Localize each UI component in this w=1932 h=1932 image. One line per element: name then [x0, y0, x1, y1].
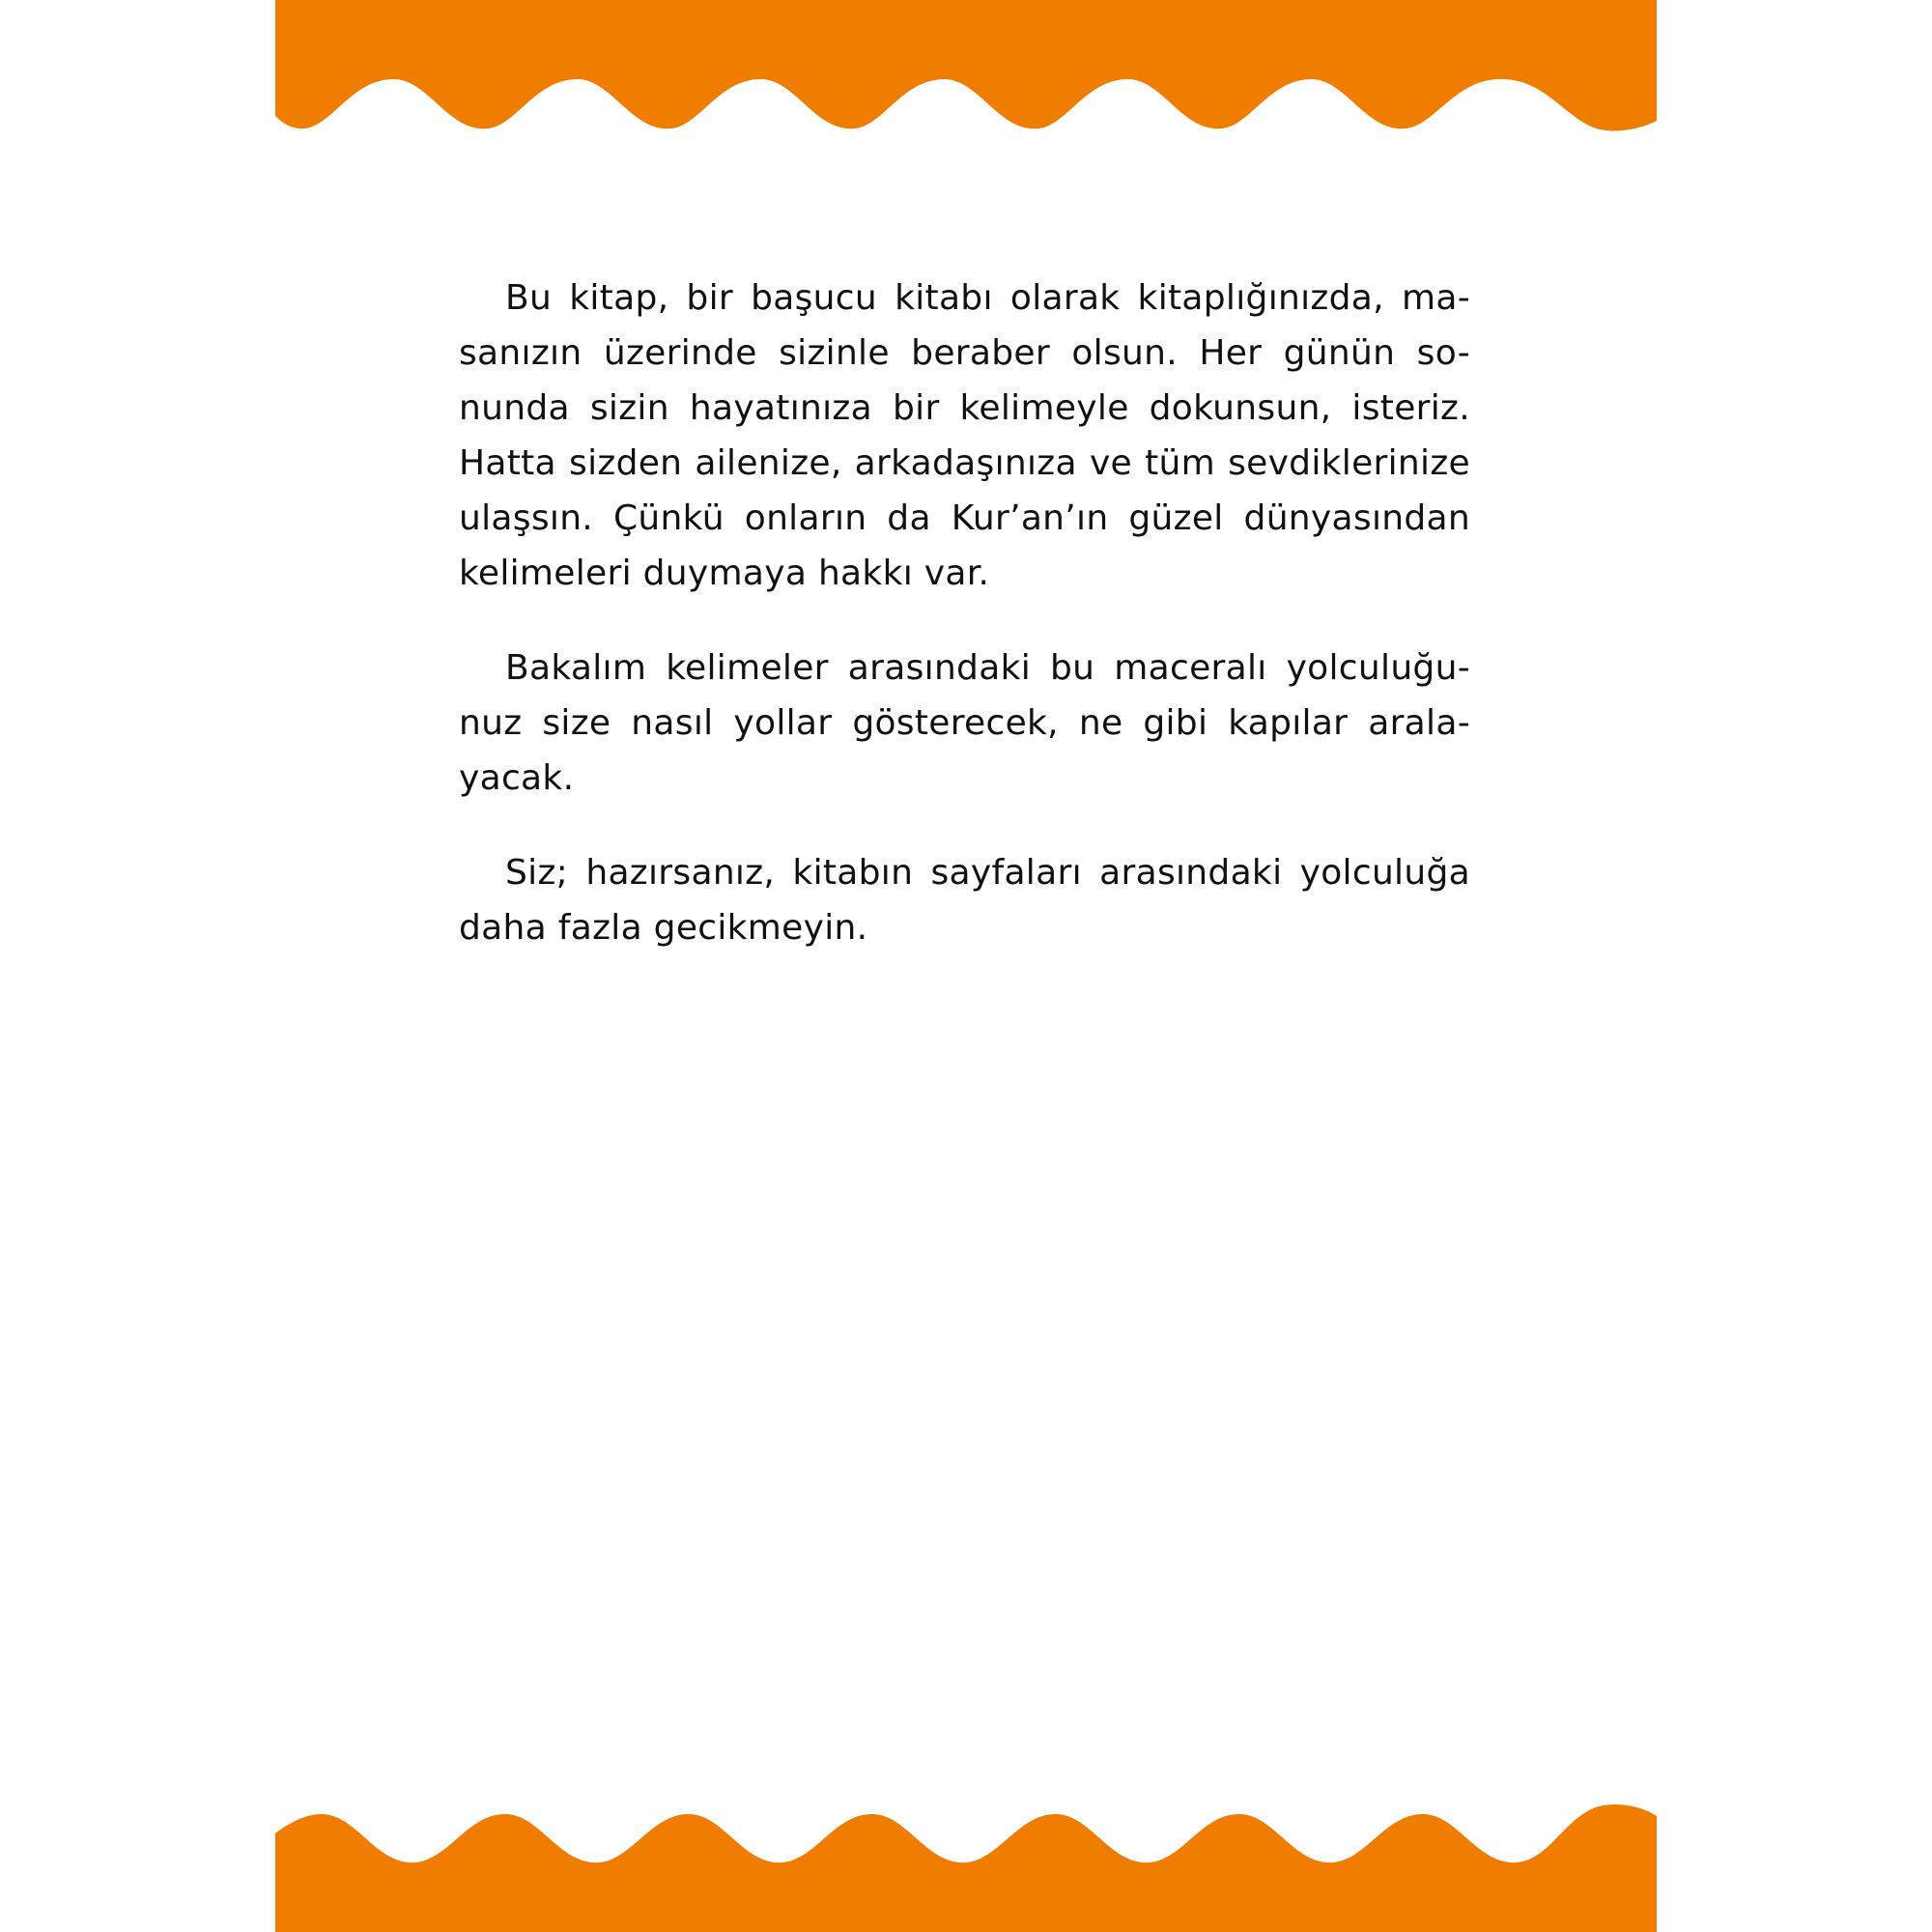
paragraph-2: [459, 640, 1470, 806]
bottom-wave-shape: [275, 1804, 1657, 1932]
body-text: [459, 270, 1470, 995]
paragraph-line: Bakalım kelimeler arasındaki bu maceralı yolculuğu-: [505, 648, 1470, 688]
paragraph-line: nuz size nasıl yollar gösterecek, ne gibi kapılar arala-: [459, 703, 1470, 743]
paragraph-line: Hatta sizden ailenize, arkadaşınıza ve tüm sevdiklerinize: [459, 443, 1470, 483]
top-wave-shape: [275, 0, 1657, 130]
paragraph-3: [459, 845, 1470, 955]
paragraph-line: ulaşsın. Çünkü onların da Kur’an’ın güzel dünyasından: [459, 498, 1470, 538]
paragraph-line: nunda sizin hayatınıza bir kelimeyle dokunsun, isteriz.: [459, 388, 1470, 428]
bottom-wave-border: [275, 1797, 1657, 1932]
paragraph-1: [459, 270, 1470, 601]
book-page: [275, 0, 1657, 1932]
top-wave-border: [275, 0, 1657, 135]
paragraph-line: Siz; hazırsanız, kitabın sayfaları arasındaki yolculuğa: [505, 853, 1470, 893]
paragraph-line: sanızın üzerinde sizinle beraber olsun. Her günün so-: [459, 333, 1470, 373]
paragraph-line: yacak.: [459, 758, 575, 798]
paragraph-line: daha fazla gecikmeyin.: [459, 908, 868, 948]
paragraph-line: Bu kitap, bir başucu kitabı olarak kitaplığınızda, ma-: [505, 278, 1470, 318]
paragraph-line: kelimeleri duymaya hakkı var.: [459, 554, 990, 593]
